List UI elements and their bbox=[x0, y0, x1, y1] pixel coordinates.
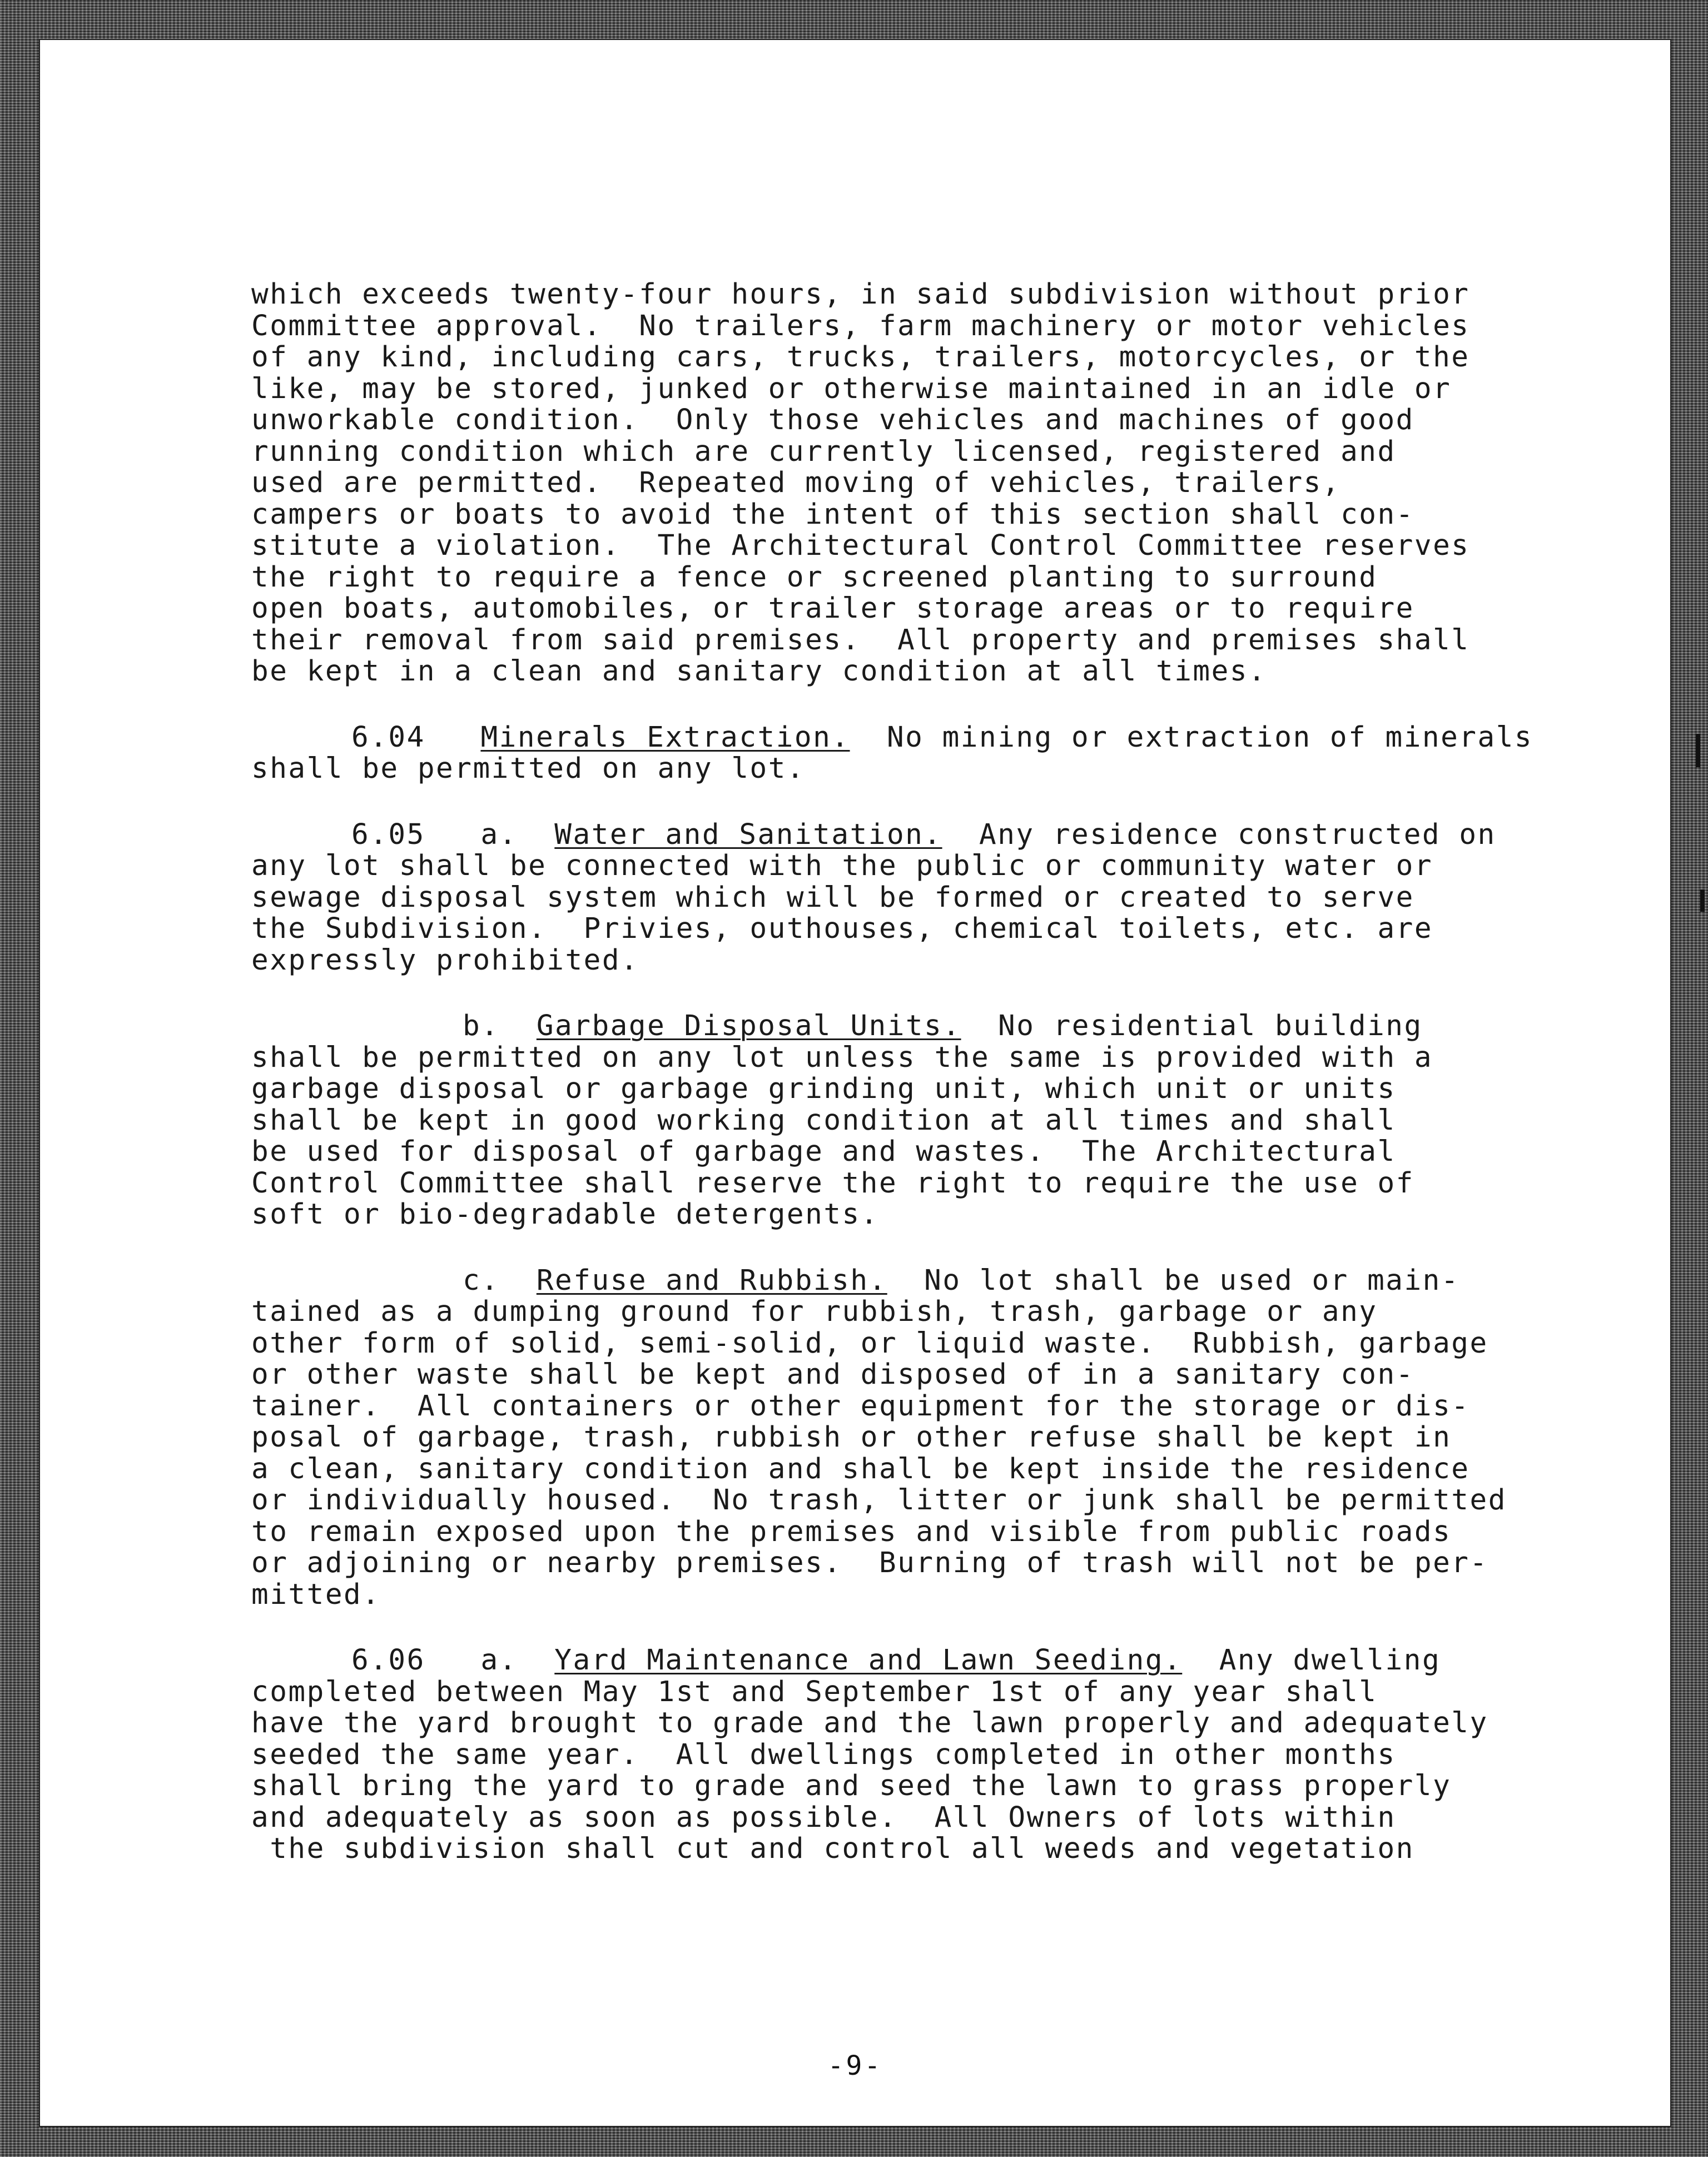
section-letter: a. bbox=[480, 818, 518, 851]
text-line: Control Committee shall reserve the right to require the use of bbox=[251, 1166, 1414, 1200]
section-6-04 bbox=[251, 722, 1597, 785]
text-line: like, may be stored, junked or otherwise maintained in an idle or bbox=[251, 372, 1452, 405]
section-6-05-c bbox=[251, 1265, 1597, 1611]
text-line: mitted. bbox=[251, 1578, 381, 1611]
text-line: or individually housed. No trash, litter or junk shall be permitted bbox=[251, 1484, 1507, 1517]
text-line: which exceeds twenty-four hours, in said subdivision without prior bbox=[251, 278, 1470, 311]
text-line: a clean, sanitary condition and shall be kept inside the residence bbox=[251, 1452, 1470, 1485]
section-6-05-b bbox=[251, 1011, 1597, 1231]
text-line: seeded the same year. All dwellings completed in other months bbox=[251, 1738, 1396, 1771]
section-letter: b. bbox=[463, 1010, 500, 1042]
section-lead: No mining or extraction of minerals bbox=[886, 720, 1533, 754]
section-number: 6.05 bbox=[351, 818, 425, 851]
section-heading: Minerals Extraction. bbox=[480, 720, 850, 754]
text-line: the right to require a fence or screened planting to surround bbox=[251, 560, 1378, 594]
section-lead: No residential building bbox=[997, 1010, 1423, 1042]
section-heading: Water and Sanitation. bbox=[554, 818, 942, 851]
text-line: or adjoining or nearby premises. Burning of trash will not be per- bbox=[251, 1547, 1488, 1579]
text-line: expressly prohibited. bbox=[251, 943, 639, 977]
section-letter: c. bbox=[463, 1264, 500, 1297]
text-line: have the yard brought to grade and the lawn properly and adequately bbox=[251, 1707, 1488, 1739]
text-line: shall bring the yard to grade and seed the lawn to grass properly bbox=[251, 1770, 1452, 1802]
section-number: 6.04 bbox=[351, 720, 425, 754]
text-line: unworkable condition. Only those vehicles and machines of good bbox=[251, 404, 1414, 436]
text-line: of any kind, including cars, trucks, trailers, motorcycles, or the bbox=[251, 341, 1470, 374]
text-line: and adequately as soon as possible. All Owners of lots within bbox=[251, 1801, 1396, 1834]
text-line: other form of solid, semi-solid, or liquid waste. Rubbish, garbage bbox=[251, 1326, 1488, 1360]
section-letter: a. bbox=[480, 1644, 518, 1677]
section-6-05-a bbox=[251, 819, 1597, 977]
section-lead: No lot shall be used or main- bbox=[924, 1264, 1460, 1297]
section-6-06-a bbox=[251, 1645, 1597, 1865]
text-line: sewage disposal system which will be formed or created to serve bbox=[251, 881, 1414, 914]
text-line: the subdivision shall cut and control all weeds and vegetation bbox=[251, 1832, 1414, 1865]
text-line: Committee approval. No trailers, farm machinery or motor vehicles bbox=[251, 309, 1470, 342]
text-line: tainer. All containers or other equipment for the storage or dis- bbox=[251, 1389, 1470, 1423]
section-number: 6.06 bbox=[351, 1644, 425, 1677]
text-line: garbage disposal or garbage grinding unit, which unit or units bbox=[251, 1072, 1396, 1105]
text-line: any lot shall be connected with the public or community water or bbox=[251, 849, 1433, 882]
section-heading: Garbage Disposal Units. bbox=[536, 1010, 961, 1042]
text-line: completed between May 1st and September 1st of any year shall bbox=[251, 1675, 1378, 1708]
text-line: posal of garbage, trash, rubbish or other refuse shall be kept in bbox=[251, 1421, 1452, 1454]
text-line: soft or bio-degradable detergents. bbox=[251, 1198, 879, 1231]
document-body bbox=[251, 279, 1597, 1865]
scan-edge-mark bbox=[1696, 734, 1700, 767]
section-lead: Any dwelling bbox=[1219, 1644, 1441, 1677]
text-line: used are permitted. Repeated moving of vehicles, trailers, bbox=[251, 466, 1341, 499]
text-line: tained as a dumping ground for rubbish, trash, garbage or any bbox=[251, 1295, 1378, 1328]
text-line: campers or boats to avoid the intent of this section shall con- bbox=[251, 498, 1414, 531]
text-line: running condition which are currently licensed, registered and bbox=[251, 435, 1396, 468]
section-heading: Yard Maintenance and Lawn Seeding. bbox=[554, 1644, 1183, 1677]
text-line: their removal from said premises. All property and premises shall bbox=[251, 623, 1470, 657]
text-line: or other waste shall be kept and disposed of in a sanitary con- bbox=[251, 1358, 1414, 1391]
text-line: the Subdivision. Privies, outhouses, chemical toilets, etc. are bbox=[251, 912, 1433, 945]
section-line: shall be permitted on any lot. bbox=[251, 752, 806, 785]
text-line: to remain exposed upon the premises and visible from public roads bbox=[251, 1515, 1452, 1548]
section-lead: Any residence constructed on bbox=[979, 818, 1496, 851]
text-line: shall be kept in good working condition at all times and shall bbox=[251, 1104, 1396, 1137]
text-line: be kept in a clean and sanitary condition at all times. bbox=[251, 655, 1267, 688]
text-line: stitute a violation. The Architectural Control Committee reserves bbox=[251, 529, 1470, 562]
paragraph-continuation bbox=[251, 279, 1597, 688]
document-page bbox=[40, 40, 1670, 2126]
scan-edge-mark bbox=[1700, 889, 1705, 912]
text-line: shall be permitted on any lot unless the same is provided with a bbox=[251, 1041, 1433, 1074]
page-number: -9- bbox=[827, 2050, 883, 2081]
text-line: be used for disposal of garbage and wastes. The Architectural bbox=[251, 1135, 1396, 1168]
text-line: open boats, automobiles, or trailer storage areas or to require bbox=[251, 592, 1414, 625]
section-heading: Refuse and Rubbish. bbox=[536, 1264, 887, 1297]
